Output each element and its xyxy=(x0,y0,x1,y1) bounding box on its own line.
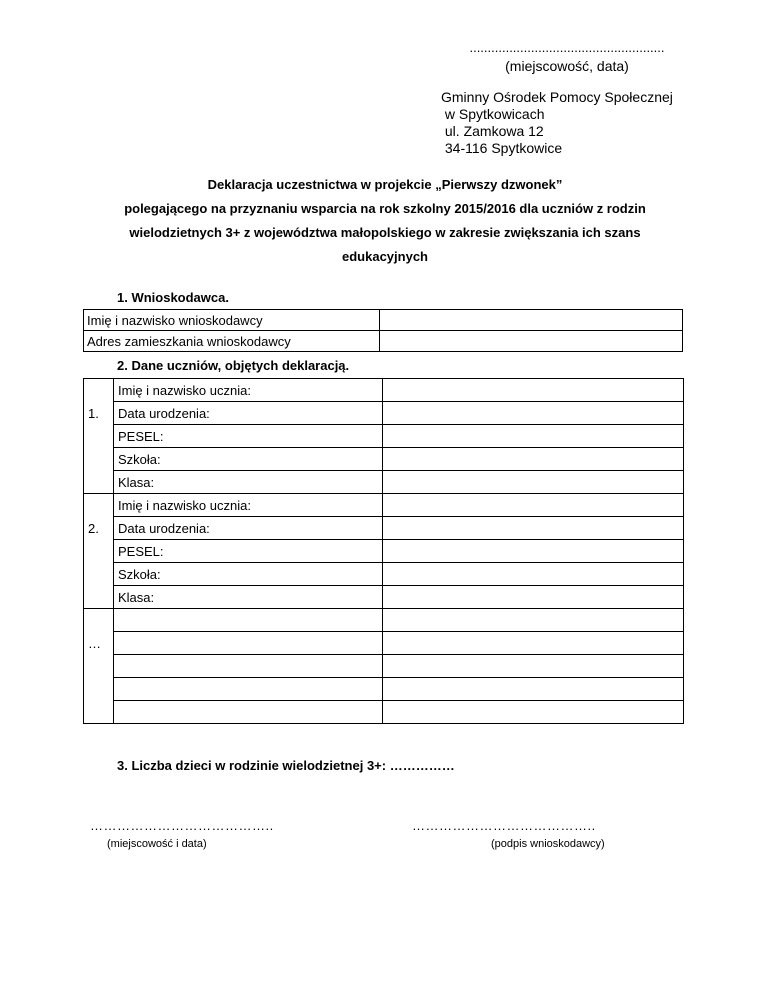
table-row xyxy=(84,655,684,678)
student-1-name-field[interactable] xyxy=(383,379,684,402)
applicant-address-label: Adres zamieszkania wnioskodawcy xyxy=(84,331,380,352)
place-date-caption: (miejscowość, data) xyxy=(505,58,629,74)
extra-student-number-cell xyxy=(84,609,114,632)
student-2-pesel-label: PESEL: xyxy=(114,540,383,563)
extra-value-field[interactable] xyxy=(383,632,684,655)
student-1-class-field[interactable] xyxy=(383,471,684,494)
table-row xyxy=(84,632,684,655)
student-1-number-cell xyxy=(84,471,114,494)
children-count-line[interactable]: 3. Liczba dzieci w rodzinie wielodzietnej 3+: …………… xyxy=(117,758,455,773)
student-1-number: 1. xyxy=(84,402,114,425)
extra-label-field[interactable] xyxy=(114,609,383,632)
student-1-pesel-label: PESEL: xyxy=(114,425,383,448)
student-2-name-label: Imię i nazwisko ucznia: xyxy=(114,494,383,517)
title-line-1: Deklaracja uczestnictwa w projekcie „Pierwszy dzwonek” xyxy=(207,177,563,192)
applicant-signature-caption: (podpis wnioskodawcy) xyxy=(491,838,605,850)
table-row xyxy=(84,379,684,402)
place-date-dotted-line: ...................................................... xyxy=(469,40,665,55)
student-2-school-field[interactable] xyxy=(383,563,684,586)
title-line-4: edukacyjnych xyxy=(342,249,428,264)
students-table xyxy=(83,378,684,724)
student-1-school-field[interactable] xyxy=(383,448,684,471)
student-2-class-field[interactable] xyxy=(383,586,684,609)
extra-label-field[interactable] xyxy=(114,701,383,724)
document-title xyxy=(70,173,700,269)
student-1-birthdate-field[interactable] xyxy=(383,402,684,425)
table-row xyxy=(84,402,684,425)
table-row xyxy=(84,310,683,331)
extra-label-field[interactable] xyxy=(114,655,383,678)
table-row xyxy=(84,331,683,352)
extra-student-number-cell xyxy=(84,701,114,724)
student-2-school-label: Szkoła: xyxy=(114,563,383,586)
extra-value-field[interactable] xyxy=(383,678,684,701)
student-1-class-label: Klasa: xyxy=(114,471,383,494)
student-1-number-cell xyxy=(84,379,114,402)
place-date-signature-line: ………………………………….. xyxy=(90,818,274,833)
extra-student-number-cell xyxy=(84,678,114,701)
student-2-pesel-field[interactable] xyxy=(383,540,684,563)
title-line-3: wielodzietnych 3+ z województwa małopolskiego w zakresie zwiększania ich szans xyxy=(129,225,641,240)
extra-value-field[interactable] xyxy=(383,655,684,678)
extra-value-field[interactable] xyxy=(383,701,684,724)
extra-value-field[interactable] xyxy=(383,609,684,632)
addressee-line-2: w Spytkowicach xyxy=(441,106,545,122)
extra-student-marker: … xyxy=(84,632,114,655)
applicant-table xyxy=(83,309,683,352)
applicant-name-label: Imię i nazwisko wnioskodawcy xyxy=(84,310,380,331)
student-1-school-label: Szkoła: xyxy=(114,448,383,471)
table-row xyxy=(84,425,684,448)
student-2-number-cell xyxy=(84,540,114,563)
student-1-name-label: Imię i nazwisko ucznia: xyxy=(114,379,383,402)
student-1-number-cell xyxy=(84,448,114,471)
table-row xyxy=(84,678,684,701)
section-2-heading: 2. Dane uczniów, objętych deklaracją. xyxy=(117,358,350,373)
addressee-block xyxy=(441,89,673,157)
table-row xyxy=(84,701,684,724)
student-2-class-label: Klasa: xyxy=(114,586,383,609)
extra-label-field[interactable] xyxy=(114,632,383,655)
table-row xyxy=(84,448,684,471)
title-line-2: polegającego na przyznaniu wsparcia na rok szkolny 2015/2016 dla uczniów z rodzin xyxy=(124,201,646,216)
student-2-birthdate-label: Data urodzenia: xyxy=(114,517,383,540)
student-2-number: 2. xyxy=(84,517,114,540)
student-2-birthdate-field[interactable] xyxy=(383,517,684,540)
addressee-line-1: Gminny Ośrodek Pomocy Społecznej xyxy=(441,89,673,105)
student-2-number-cell xyxy=(84,563,114,586)
table-row xyxy=(84,471,684,494)
table-row xyxy=(84,540,684,563)
table-row xyxy=(84,609,684,632)
applicant-name-field[interactable] xyxy=(380,310,683,331)
applicant-signature-line: ………………………………….. xyxy=(412,818,596,833)
extra-label-field[interactable] xyxy=(114,678,383,701)
section-1-heading: 1. Wnioskodawca. xyxy=(117,290,229,305)
student-1-birthdate-label: Data urodzenia: xyxy=(114,402,383,425)
student-2-number-cell xyxy=(84,586,114,609)
student-1-number-cell xyxy=(84,425,114,448)
extra-student-number-cell xyxy=(84,655,114,678)
addressee-line-3: ul. Zamkowa 12 xyxy=(441,123,544,139)
table-row xyxy=(84,563,684,586)
addressee-line-4: 34-116 Spytkowice xyxy=(441,140,563,156)
student-2-number-cell xyxy=(84,494,114,517)
table-row xyxy=(84,494,684,517)
table-row xyxy=(84,586,684,609)
student-2-name-field[interactable] xyxy=(383,494,684,517)
student-1-pesel-field[interactable] xyxy=(383,425,684,448)
applicant-address-field[interactable] xyxy=(380,331,683,352)
place-date-signature-caption: (miejscowość i data) xyxy=(107,838,207,850)
table-row xyxy=(84,517,684,540)
